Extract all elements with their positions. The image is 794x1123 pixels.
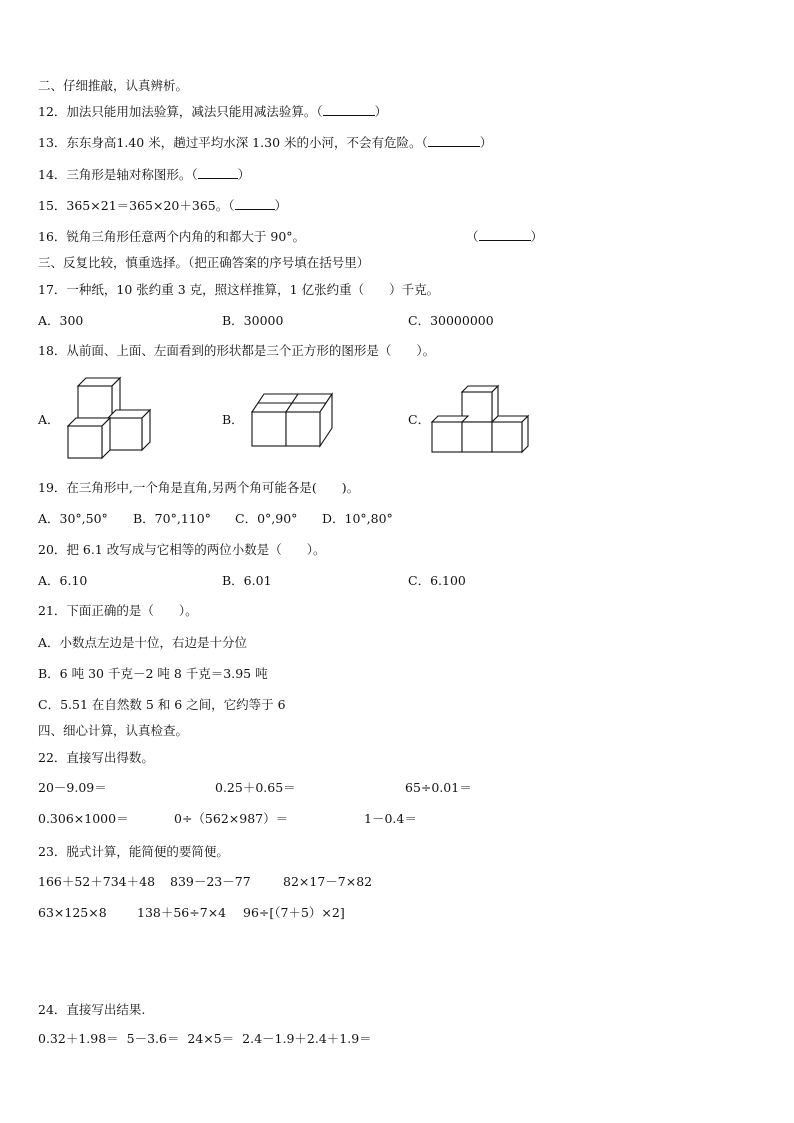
q15-answer-blank[interactable]: [235, 198, 275, 210]
q21-option-a[interactable]: A．小数点左边是十位，右边是十分位: [38, 635, 248, 650]
q15-number: 15．: [38, 198, 67, 213]
q14-answer-blank[interactable]: [198, 167, 238, 179]
q22-expr-5: 0÷（562×987）＝: [174, 811, 289, 826]
q23-expr-6: 96÷[（7＋5）×2]: [243, 905, 345, 920]
q17-option-b[interactable]: B．30000: [222, 313, 284, 328]
q23-expr-3: 82×17－7×82: [283, 874, 373, 889]
q13-answer-blank[interactable]: [428, 135, 480, 147]
q14-number: 14．: [38, 167, 67, 182]
q16-open-paren: （: [466, 229, 479, 244]
section-4-heading: 四、细心计算，认真检查。: [38, 723, 189, 738]
q16-text: 锐角三角形任意两个内角的和都大于 90°。: [66, 229, 306, 244]
q22-expr-2: 0.25＋0.65＝: [215, 780, 296, 795]
q22-expr-6: 1－0.4＝: [364, 811, 417, 826]
q16-number: 16．: [38, 229, 67, 244]
question-18: 18．从前面、上面、左面看到的形状都是三个正方形的图形是（ ）。: [38, 343, 436, 358]
section-3-heading: 三、反复比较，慎重选择。（把正确答案的序号填在括号里）: [38, 255, 370, 270]
q20-option-b[interactable]: B．6.01: [222, 573, 272, 588]
question-17: 17．一种纸，10 张约重 3 克，照这样推算，1 亿张约重（ ）千克。: [38, 282, 440, 297]
q23-expr-2: 839－23－77: [170, 874, 251, 889]
q13-text: 东东身高1.40 米，趟过平均水深 1.30 米的小河，不会有危险。（: [66, 135, 428, 150]
q19-option-d[interactable]: D．10°,80°: [322, 511, 393, 526]
question-16: [38, 229, 305, 245]
q12-text: 加法只能用加法验算，减法只能用减法验算。（: [66, 104, 323, 119]
question-20: 20．把 6.1 改写成与它相等的两位小数是（ ）。: [38, 542, 326, 557]
q14-close-paren: ）: [237, 167, 251, 182]
q12-number: 12．: [38, 104, 67, 119]
q17-option-c[interactable]: C．30000000: [408, 313, 494, 328]
q23-expr-1: 166＋52＋734＋48: [38, 874, 156, 889]
q15-close-paren: ）: [274, 198, 288, 213]
section-2-heading: 二、仔细推敲，认真辨析。: [38, 78, 189, 93]
q21-option-c[interactable]: C．5.51 在自然数 5 和 6 之间，它约等于 6: [38, 697, 286, 712]
q16-answer-blank[interactable]: [479, 229, 531, 241]
q20-option-a[interactable]: A．6.10: [38, 573, 88, 588]
q19-option-b[interactable]: B．70°,110°: [133, 511, 211, 526]
q12-close-paren: ）: [374, 104, 388, 119]
q22-expr-4: 0.306×1000＝: [38, 811, 129, 826]
question-13: [38, 135, 492, 151]
q18-figure-a-cube-stack: [64, 374, 154, 460]
q16-close-paren: ）: [530, 229, 544, 244]
q18-figure-c-cube-stack: [430, 382, 530, 454]
question-12: [38, 104, 387, 120]
q22-expr-3: 65÷0.01＝: [405, 780, 472, 795]
q17-option-a[interactable]: A．300: [38, 313, 84, 328]
q16-answer-area: [466, 229, 543, 245]
question-22: 22．直接写出得数。: [38, 750, 154, 765]
q23-expr-5: 138＋56÷7×4: [137, 905, 227, 920]
q21-option-b[interactable]: B．6 吨 30 千克－2 吨 8 千克＝3.95 吨: [38, 666, 268, 681]
q15-text: 365×21＝365×20＋365。（: [66, 198, 235, 213]
q18-option-b-label[interactable]: B．: [222, 412, 244, 427]
q19-option-c[interactable]: C．0°,90°: [235, 511, 298, 526]
q12-answer-blank[interactable]: [323, 104, 375, 116]
q14-text: 三角形是轴对称图形。（: [66, 167, 198, 182]
q23-expr-4: 63×125×8: [38, 905, 107, 920]
q24-expressions: 0.32＋1.98＝ 5－3.6＝ 24×5＝ 2.4－1.9＋2.4＋1.9＝: [38, 1031, 372, 1046]
q22-expr-1: 20－9.09＝: [38, 780, 107, 795]
question-24: 24．直接写出结果.: [38, 1002, 146, 1017]
q13-close-paren: ）: [479, 135, 493, 150]
question-14: [38, 167, 250, 183]
q18-option-a-label[interactable]: A．: [38, 412, 60, 427]
q19-option-a[interactable]: A．30°,50°: [38, 511, 108, 526]
question-23: 23．脱式计算，能简便的要简便。: [38, 844, 229, 859]
question-15: [38, 198, 287, 214]
question-21: 21．下面正确的是（ ）。: [38, 603, 198, 618]
q18-figure-b-cube-stack: [248, 390, 336, 448]
question-19: 19．在三角形中,一个角是直角,另两个角可能各是( )。: [38, 480, 360, 495]
q13-number: 13．: [38, 135, 67, 150]
q20-option-c[interactable]: C．6.100: [408, 573, 466, 588]
q18-option-c-label[interactable]: C．: [408, 412, 431, 427]
